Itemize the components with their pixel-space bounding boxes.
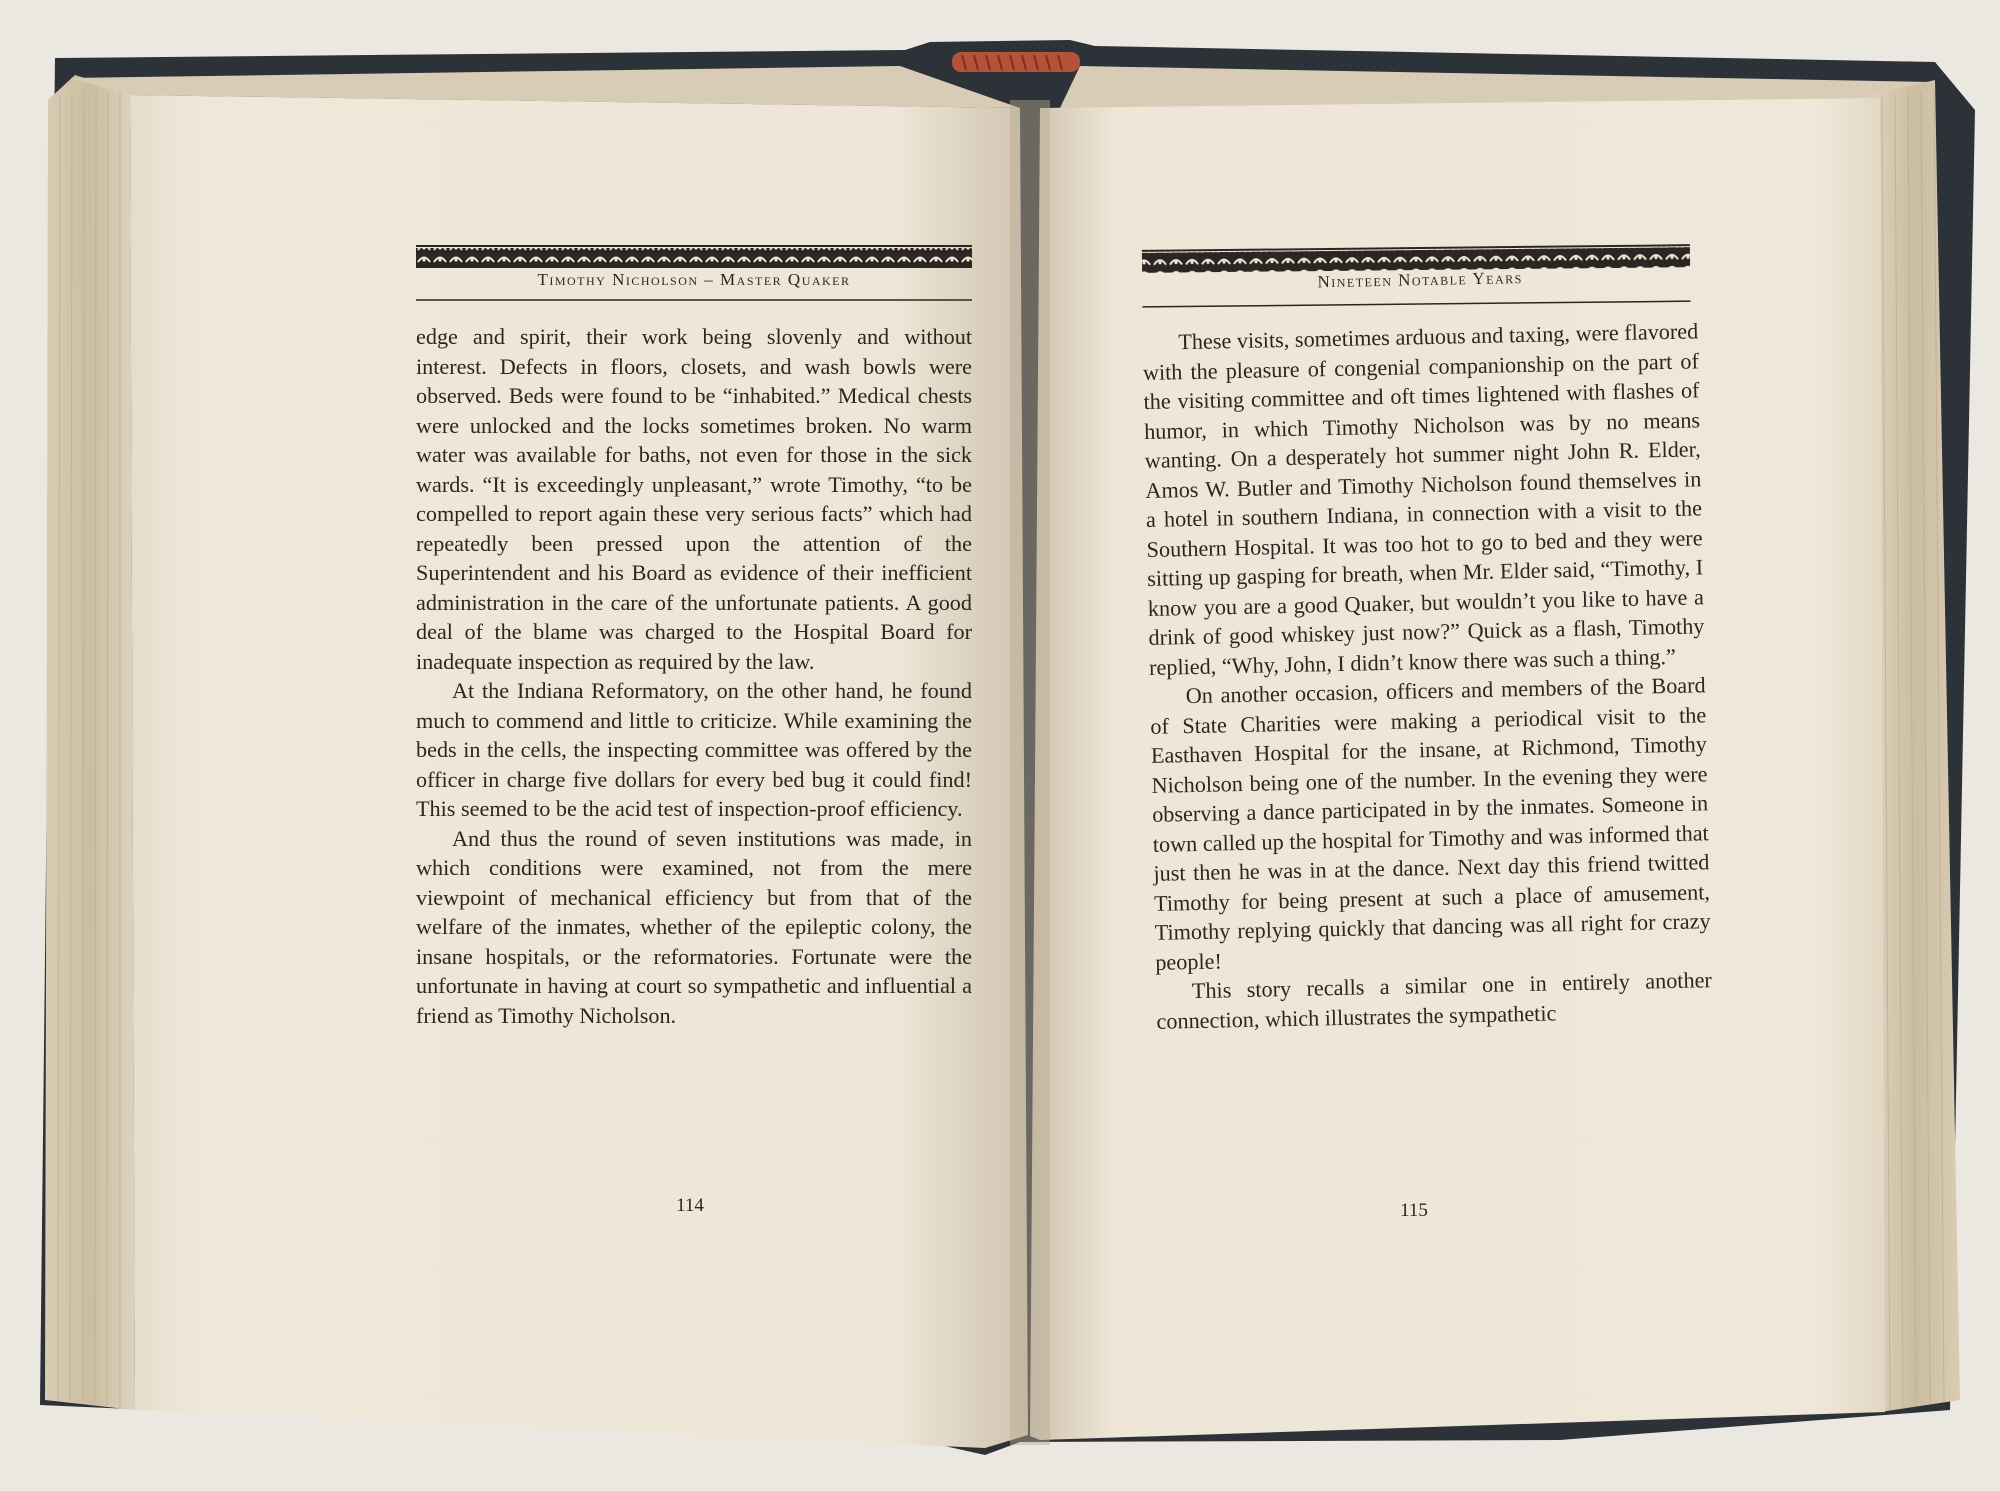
left-paragraph-2: At the Indiana Reformatory, on the other hand, he found much to commend and little to criticize. While examining the beds in the cells, the inspecting committee was offered by the officer in charge five dollars for every bed bug it could find! This seemed to be the acid test of inspection-proof efficiency.	[416, 678, 972, 821]
right-paragraph-1: These visits, sometimes arduous and taxing, were flavored with the pleasure of congenial companionship on the part of the visiting committee and oft times lightened with flashes of humor, in which Timothy Nicholson was by no means wanting. On a desperately hot summer night John R. Elder, Amos W. Butler and Timothy Nicholson found themselves in a hotel in southern Indiana, in connection with a visit to the Southern Hospital. It was too hot to go to bed and they were sitting up gasping for breath, when Mr. Elder said, “Timothy, I know you are a good Quaker, but wouldn’t you like to have a drink of good whiskey just now?” Quick as a flash, Timothy replied, “Why, John, I didn’t know there was such a thing.”	[1142, 318, 1705, 680]
left-page-body	[416, 322, 972, 1030]
right-paragraph-3: This story recalls a similar one in entirely another connection, which illustrates the sympathetic	[1156, 967, 1713, 1034]
right-running-head: Nineteen Notable Years	[1317, 268, 1524, 292]
left-header-ornament	[416, 248, 972, 268]
left-running-head: Timothy Nicholson – Master Quaker	[537, 270, 851, 289]
gutter-shadow	[1010, 100, 1050, 1445]
right-page-number: 115	[1400, 1200, 1428, 1221]
left-paragraph-3: And thus the round of seven institutions was made, in which conditions were examined, not from the mere viewpoint of mechanical efficiency but from that of the welfare of the inmates, whether of the epileptic colony, the insane hospitals, or the reformatories. Fortunate were the unfortunate in having at court so sympathetic and influential a friend as Timothy Nicholson.	[416, 825, 972, 1028]
right-paragraph-2: On another occasion, officers and members of the Board of State Charities were making a periodical visit to the Easthaven Hospital for the insane, at Richmond, Timothy Nicholson being one of the number. In the evening they were observing a dance participated in by the inmates. Someone in town called up the hospital for Timothy and was informed that just then he was in at the dance. Next day this friend twitted Timothy for being present at such a place of amusement, Timothy replying quickly that dancing was all right for crazy people!	[1150, 672, 1711, 975]
right-page-body	[1142, 316, 1713, 1035]
left-page-number: 114	[676, 1195, 704, 1216]
left-paragraph-1: edge and spirit, their work being slovenly and without interest. Defects in floors, closets, and wash bowls were observed. Beds were found to be “inhabited.” Medical chests were unlocked and the locks sometimes broken. No warm water was available for baths, not even for those in the sick wards. “It is exceedingly unpleasant,” wrote Timothy, “to be compelled to report again these very serious facts” which had repeatedly been pressed upon the attention of the Superintendent and his Board as evidence of their inefficient administration in the care of the unfortunate patients. A good deal of the blame was charged to the Hospital Board for inadequate inspection as required by the law.	[416, 324, 972, 674]
